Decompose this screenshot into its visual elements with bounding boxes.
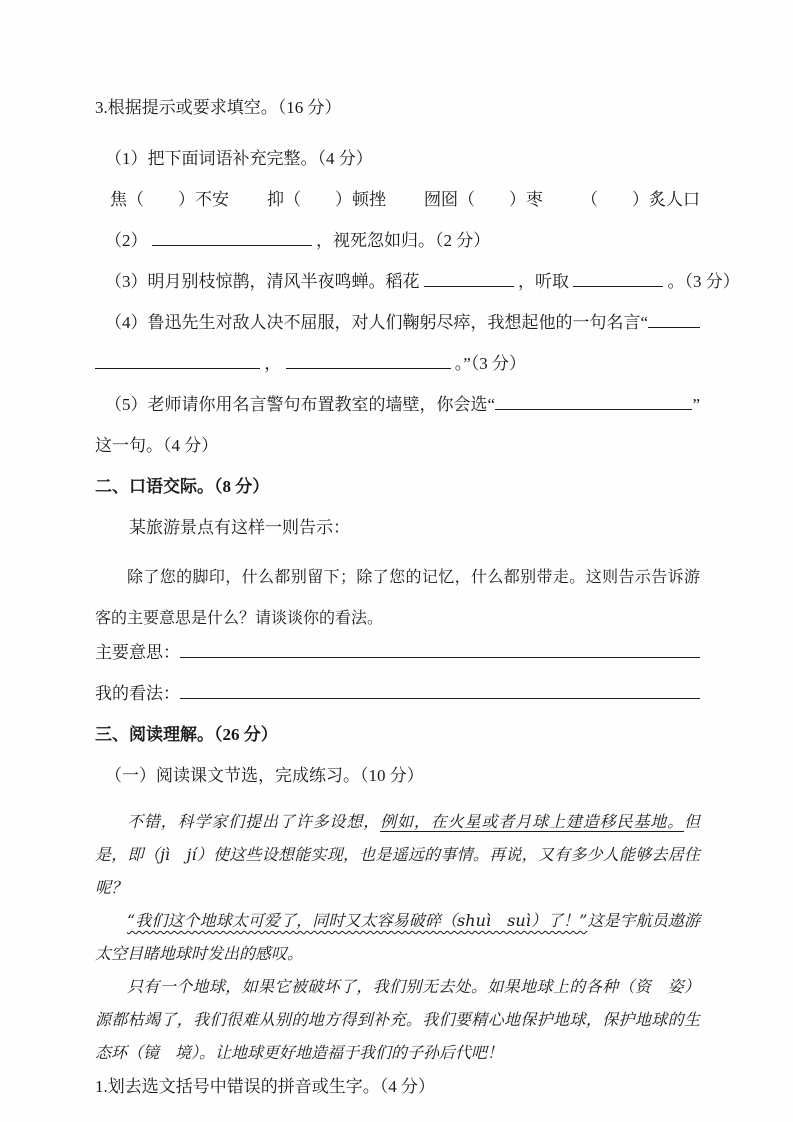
passage-paragraph-1 (95, 805, 700, 904)
my-view-line (95, 682, 700, 706)
underlined-example-text: 例如，在火星或者月球上建造移民基地。 (380, 812, 684, 831)
answer-blank (648, 324, 700, 328)
section-3-title: 三、阅读理解。（26 分） (95, 725, 278, 744)
notice-text: 除了您的脚印，什么都别留下；除了您的记忆，什么都别带走。这则告示告诉游客的主要意思是什么？请谈谈你的看法。 (95, 569, 700, 627)
sub-question-2-text: ，视死忽如归。（2 分） (316, 231, 491, 250)
my-view-blank (180, 695, 700, 699)
sub-question-4-comma: ， (264, 354, 282, 373)
section-2-title: 二、口语交际。（8 分） (95, 477, 270, 496)
wavy-underlined-quote: “我们这个地球太可爱了，同时又太容易破碎（shuì suì）了！” (127, 911, 588, 930)
sub-question-4-text: （4）鲁迅先生对敌人决不屈服，对人们鞠躬尽瘁，我想起他的一句名言“ (105, 313, 649, 332)
question-3-title: 3.根据提示或要求填空。（16 分） (95, 98, 342, 117)
sub-question-3-text-before: （3）明月别枝惊鹊，清风半夜鸣蝉。稻花 (105, 272, 420, 291)
main-idea-label: 主要意思： (95, 643, 180, 662)
main-idea-line (95, 641, 700, 665)
word-fill-item: 焦（ ）不安 (110, 190, 229, 209)
answer-blank (424, 283, 514, 287)
main-idea-blank (180, 654, 700, 658)
sub-question-5-line1 (95, 393, 700, 417)
answer-blank (95, 365, 260, 369)
word-fill-item: 囫囵（ ）枣 (424, 190, 543, 209)
sub-question-2-line (95, 229, 700, 253)
sub-question-5-line2: 这一句。（4 分） (95, 436, 219, 455)
sub-question-5-text: （5）老师请你用名言警句布置教室的墙壁，你会选“ (105, 395, 496, 414)
answer-blank (286, 365, 451, 369)
answer-blank (573, 283, 663, 287)
sub-question-3-text-mid: ，听取 (518, 272, 569, 291)
passage-paragraph-3: 只有一个地球，如果它被破坏了，我们别无去处。如果地球上的各种（资 姿）源都枯竭了，我们很难从别的地方得到补充。我们要精心地保护地球，保护地球的生态环（镜 境）。让地球更好地造福于我们的子孙后代吧！ (95, 977, 700, 1062)
passage-p2-text-after: 这是宇航员遨游太空目睹地球时发出的感叹。 (95, 911, 700, 963)
word-fill-item: （ ）炙人口 (581, 190, 700, 209)
speaking-intro-text: 某旅游景点有这样一则告示： (129, 518, 350, 537)
passage-p1-text: 不错，科学家们提出了许多设想， (127, 812, 381, 831)
sub-question-2-number: （2） (105, 231, 148, 250)
sub-question-5-close-quote: ” (692, 395, 700, 414)
sub-question-1-label: （1）把下面词语补充完整。（4 分） (105, 149, 373, 168)
sub-question-4-line1 (95, 311, 700, 335)
sub-question-4-end: 。”（3 分） (454, 354, 527, 373)
sub-question-3-line (95, 270, 740, 294)
reading-passage (95, 805, 700, 1069)
answer-blank (152, 242, 312, 246)
sub-question-4-line2 (95, 352, 700, 376)
word-completion-row (95, 188, 700, 212)
my-view-label: 我的看法： (95, 684, 180, 703)
passage-paragraph-2 (95, 904, 700, 970)
reading-part1-label: （一）阅读课文节选，完成练习。（10 分） (105, 766, 424, 785)
answer-blank (495, 406, 692, 410)
reading-question-1-label: 1.划去选文括号中错误的拼音或生字。（4 分） (95, 1077, 435, 1096)
word-fill-item: 抑（ ）顿挫 (267, 190, 386, 209)
sub-question-3-text-after: 。（3 分） (667, 272, 740, 291)
passage-p1-text-after: 但是，即（jì jí）使这些设想能实现，也是遥远的事情。再说，又有多少人能够去居住呢？ (95, 812, 700, 897)
